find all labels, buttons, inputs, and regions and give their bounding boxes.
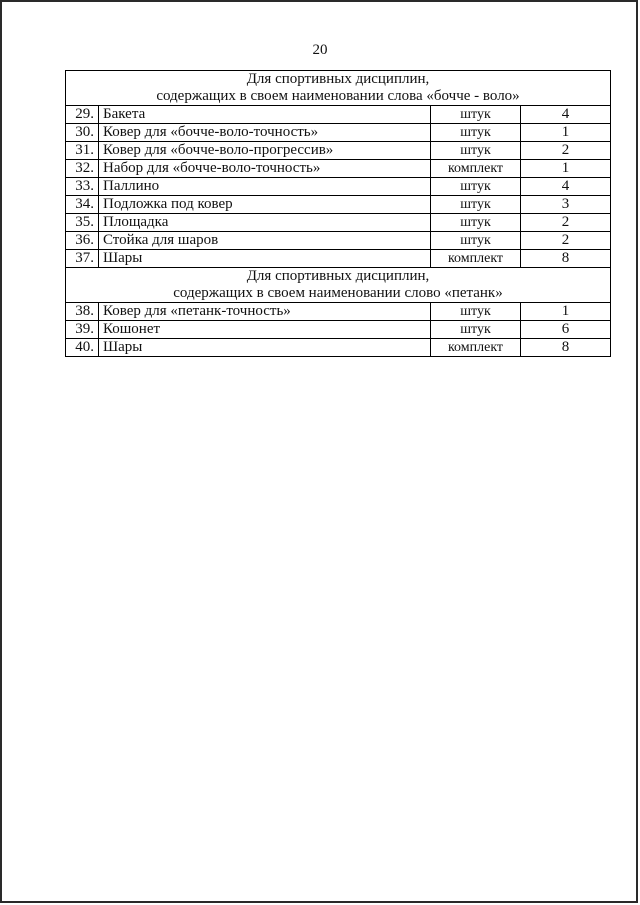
item-quantity: 8 [521,250,611,268]
item-name: Ковер для «бочче-воло-точность» [99,124,431,142]
table-row [66,106,611,124]
row-number: 35. [66,214,99,232]
page-number: 20 [312,42,328,58]
table-row [66,232,611,250]
row-number: 40. [66,339,99,357]
table-row [66,321,611,339]
item-name: Подложка под ковер [99,196,431,214]
item-name: Ковер для «петанк-точность» [99,303,431,321]
row-number: 29. [66,106,99,124]
table-row [66,124,611,142]
table-row [66,214,611,232]
item-unit: штук [431,196,521,214]
row-number: 36. [66,232,99,250]
table-row [66,303,611,321]
item-quantity: 4 [521,106,611,124]
item-unit: штук [431,106,521,124]
item-quantity: 2 [521,214,611,232]
row-number: 34. [66,196,99,214]
item-name: Ковер для «бочче-воло-прогрессив» [99,142,431,160]
item-name: Шары [99,250,431,268]
item-name: Шары [99,339,431,357]
equipment-table [65,70,611,357]
item-unit: комплект [431,250,521,268]
item-unit: штук [431,303,521,321]
row-number: 33. [66,178,99,196]
item-quantity: 1 [521,160,611,178]
row-number: 39. [66,321,99,339]
table-row [66,178,611,196]
item-unit: штук [431,214,521,232]
table-row [66,142,611,160]
item-name: Кошонет [99,321,431,339]
item-unit: штук [431,321,521,339]
row-number: 37. [66,250,99,268]
item-unit: штук [431,232,521,250]
row-number: 30. [66,124,99,142]
item-quantity: 2 [521,232,611,250]
row-number: 38. [66,303,99,321]
section-header-row [66,268,611,303]
section-title: Для спортивных дисциплин, содержащих в своем наименовании слово «петанк» [66,268,611,303]
item-name: Набор для «бочче-воло-точность» [99,160,431,178]
section-title: Для спортивных дисциплин, содержащих в своем наименовании слова «бочче - воло» [66,71,611,106]
row-number: 31. [66,142,99,160]
item-name: Паллино [99,178,431,196]
item-quantity: 1 [521,303,611,321]
row-number: 32. [66,160,99,178]
table-row [66,196,611,214]
item-quantity: 3 [521,196,611,214]
item-name: Площадка [99,214,431,232]
item-quantity: 8 [521,339,611,357]
item-quantity: 4 [521,178,611,196]
item-unit: комплект [431,160,521,178]
item-name: Стойка для шаров [99,232,431,250]
item-quantity: 6 [521,321,611,339]
item-unit: комплект [431,339,521,357]
item-name: Бакета [99,106,431,124]
section-header-row [66,71,611,106]
item-quantity: 1 [521,124,611,142]
table-row [66,339,611,357]
item-unit: штук [431,142,521,160]
item-unit: штук [431,178,521,196]
table-row [66,250,611,268]
item-quantity: 2 [521,142,611,160]
table-row [66,160,611,178]
item-unit: штук [431,124,521,142]
